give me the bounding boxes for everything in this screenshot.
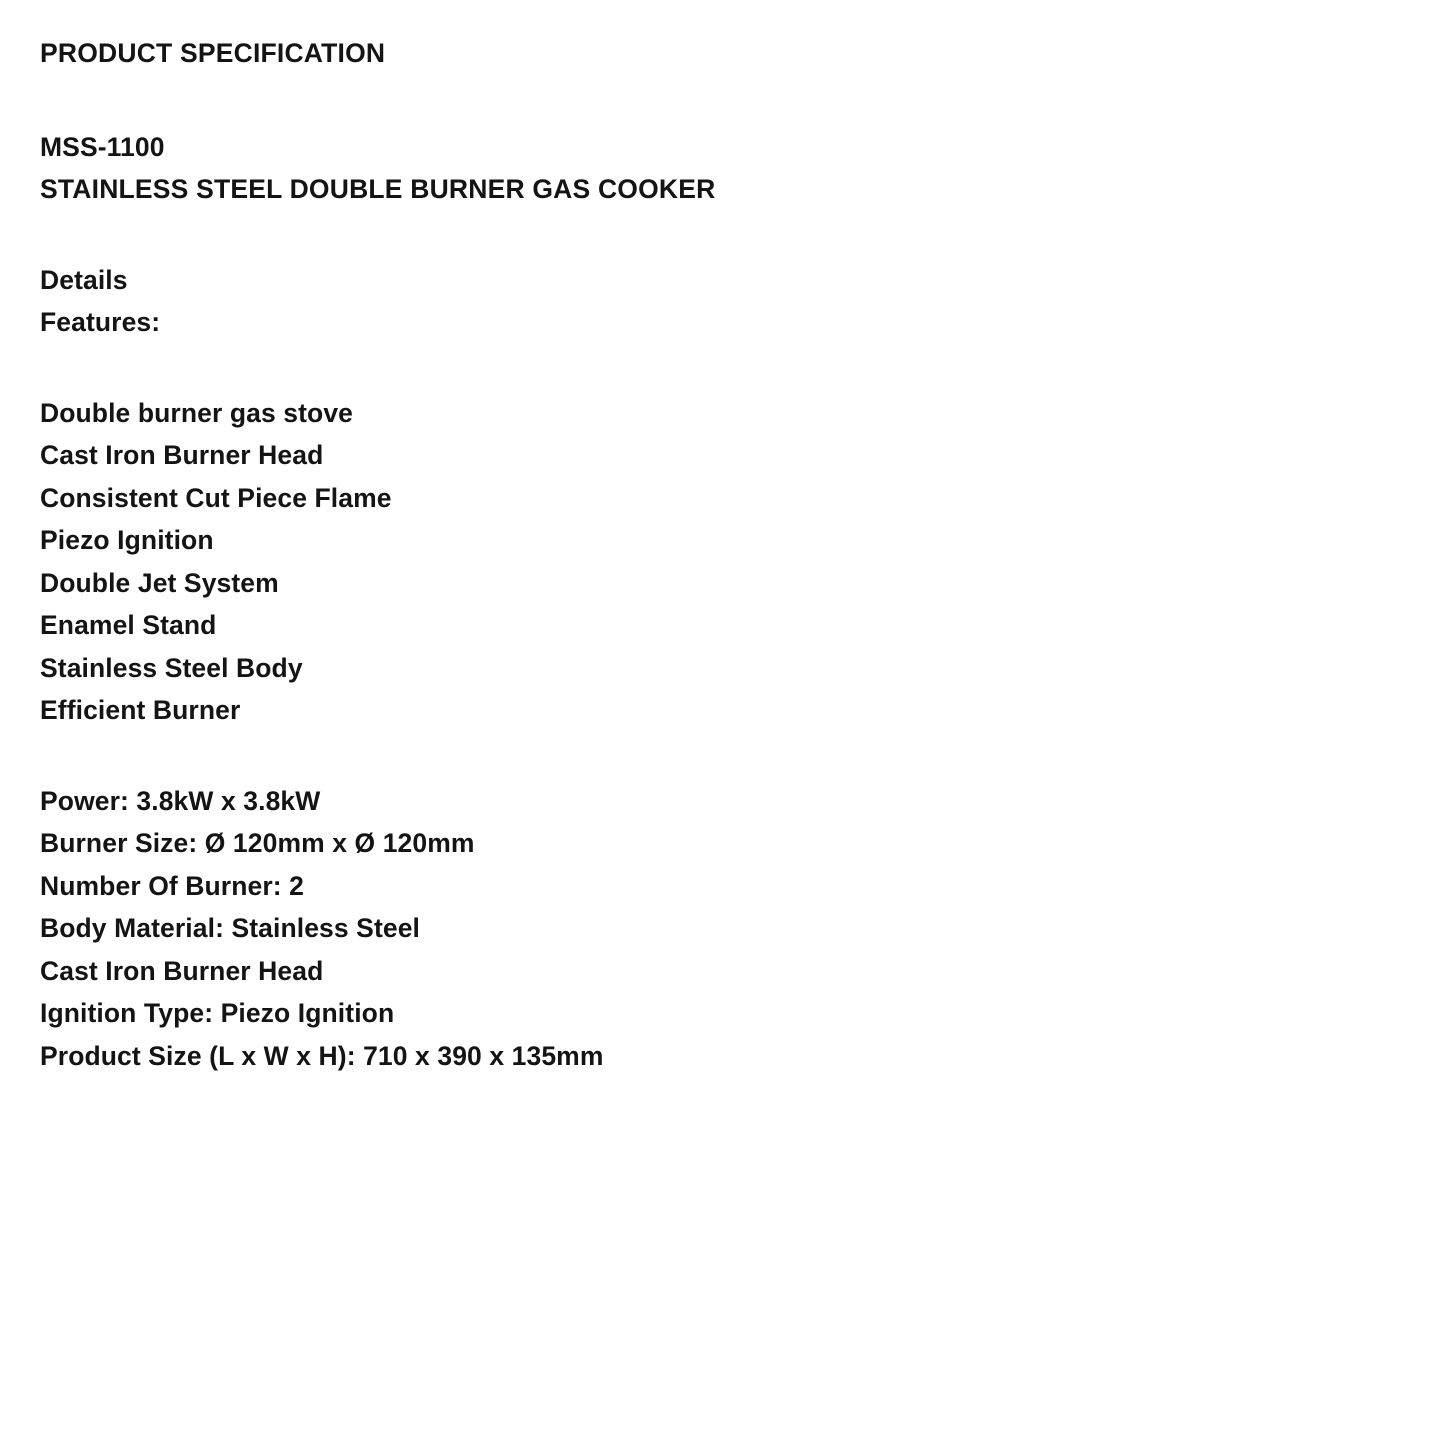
list-item: Stainless Steel Body — [40, 652, 303, 683]
list-item: Double Jet System — [40, 567, 279, 598]
product-name: STAINLESS STEEL DOUBLE BURNER GAS COOKER — [40, 174, 716, 205]
spacer — [40, 732, 1400, 780]
list-item: Ignition Type: Piezo Ignition — [40, 998, 395, 1029]
model-code: MSS-1100 — [40, 131, 165, 162]
list-item: Product Size (L x W x H): 710 x 390 x 135mm — [40, 1040, 604, 1071]
features-label: Features: — [40, 307, 161, 338]
list-item: Cast Iron Burner Head — [40, 955, 324, 986]
list-item: Consistent Cut Piece Flame — [40, 482, 392, 513]
list-item: Piezo Ignition — [40, 525, 214, 556]
list-item: Double burner gas stove — [40, 397, 354, 428]
list-item: Enamel Stand — [40, 610, 217, 641]
page-title: PRODUCT SPECIFICATION — [40, 38, 386, 68]
list-item: Burner Size: Ø 120mm x Ø 120mm — [40, 828, 475, 859]
spacer — [40, 344, 1400, 392]
list-item: Efficient Burner — [40, 695, 241, 726]
details-section-labels — [40, 259, 1400, 344]
details-label: Details — [40, 264, 128, 295]
list-item: Body Material: Stainless Steel — [40, 913, 421, 944]
list-item: Cast Iron Burner Head — [40, 440, 324, 471]
specifications-list — [40, 780, 1400, 1078]
spacer — [40, 70, 1400, 126]
product-identity — [40, 126, 1400, 211]
features-list — [40, 392, 1400, 732]
list-item: Power: 3.8kW x 3.8kW — [40, 785, 321, 816]
list-item: Number Of Burner: 2 — [40, 870, 304, 901]
spacer — [40, 211, 1400, 259]
